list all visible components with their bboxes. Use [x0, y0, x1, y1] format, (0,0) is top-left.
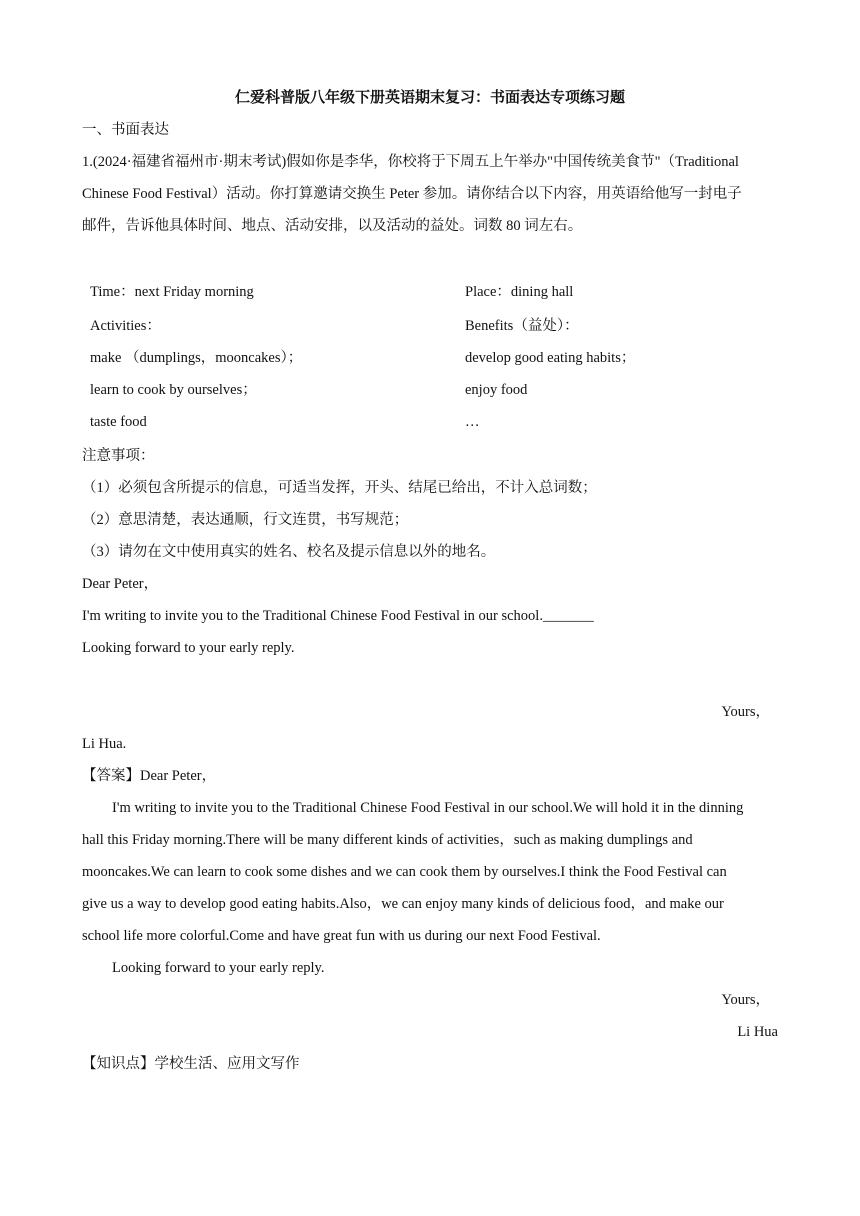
- table-cell-place: Place：dining hall: [465, 284, 574, 300]
- letter-opening: I'm writing to invite you to the Traditional Chinese Food Festival in our school._______: [82, 608, 594, 624]
- letter-greeting: Dear Peter，: [82, 576, 159, 592]
- answer-name: Li Hua: [737, 1024, 778, 1040]
- table-cell-learn: learn to cook by ourselves；: [90, 382, 257, 398]
- letter-name: Li Hua.: [82, 736, 127, 752]
- section-heading: 一、书面表达: [82, 122, 169, 138]
- table-cell-taste: taste food: [90, 414, 147, 430]
- table-cell-habits: develop good eating habits；: [465, 350, 636, 366]
- note-item-3: （3）请勿在文中使用真实的姓名、校名及提示信息以外的地名。: [82, 544, 496, 560]
- answer-line-1: I'm writing to invite you to the Traditional Chinese Food Festival in our school.We will hold it in the dinning: [112, 800, 744, 816]
- question-line-2: Chinese Food Festival）活动。你打算邀请交换生 Peter 参加。请你结合以下内容，用英语给他写一封电子: [82, 186, 742, 202]
- table-cell-time: Time：next Friday morning: [90, 284, 254, 300]
- question-line-3: 邮件，告诉他具体时间、地点、活动安排，以及活动的益处。词数 80 词左右。: [82, 218, 583, 234]
- page-title: 仁爱科普版八年级下册英语期末复习：书面表达专项练习题: [234, 90, 625, 106]
- answer-line-5: school life more colorful.Come and have great fun with us during our next Food Festival.: [82, 928, 601, 944]
- note-item-2: （2）意思清楚，表达通顺，行文连贯，书写规范；: [82, 512, 409, 528]
- table-cell-ellipsis: …: [465, 414, 480, 430]
- answer-label: 【答案】Dear Peter，: [82, 768, 217, 784]
- table-cell-enjoy: enjoy food: [465, 382, 528, 398]
- answer-yours: Yours，: [721, 992, 770, 1008]
- table-cell-make: make （dumplings，mooncakes）；: [90, 350, 303, 366]
- table-cell-activities: Activities：: [90, 318, 161, 334]
- table-cell-benefits: Benefits（益处）：: [465, 318, 579, 334]
- letter-yours: Yours，: [721, 704, 770, 720]
- answer-line-2: hall this Friday morning.There will be many different kinds of activities，such as making dumplings and: [82, 832, 693, 848]
- answer-line-3: mooncakes.We can learn to cook some dishes and we can cook them by ourselves.I think the Food Festival can: [82, 864, 727, 880]
- note-item-1: （1）必须包含所提示的信息，可适当发挥，开头、结尾已给出，不计入总词数；: [82, 480, 597, 496]
- answer-line-4: give us a way to develop good eating habits.Also，we can enjoy many kinds of delicious food，and make our: [82, 896, 724, 912]
- question-line-1: 1.(2024·福建省福州市·期末考试)假如你是李华，你校将于下周五上午举办"中国传统美食节"（Traditional: [82, 154, 739, 170]
- letter-closing: Looking forward to your early reply.: [82, 640, 295, 656]
- answer-closing: Looking forward to your early reply.: [112, 960, 325, 976]
- knowledge-point: 【知识点】学校生活、应用文写作: [82, 1056, 300, 1072]
- notes-title: 注意事项：: [82, 448, 155, 464]
